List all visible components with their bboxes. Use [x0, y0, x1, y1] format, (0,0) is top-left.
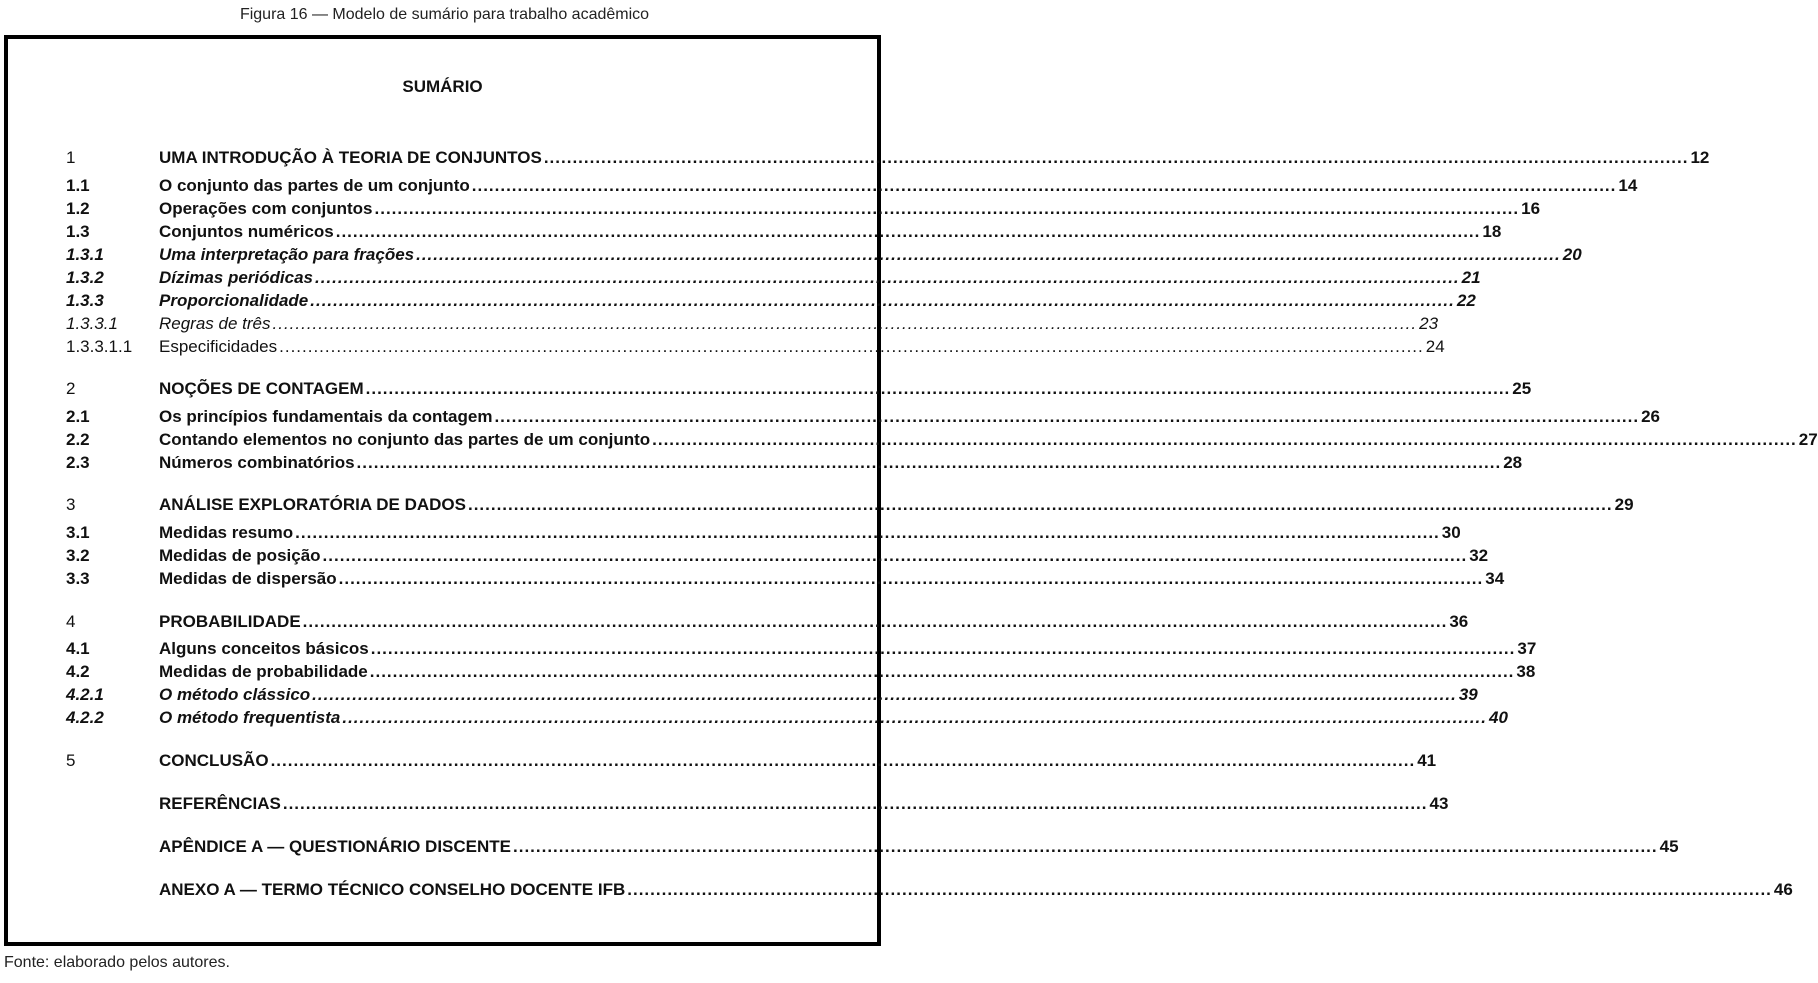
- toc-entry-number: 1.3.2: [66, 268, 104, 287]
- toc-entry-label: NOÇÕES DE CONTAGEM: [159, 379, 364, 398]
- toc-entry-label: PROBABILIDADE: [159, 612, 301, 631]
- toc-entry-label: Os princípios fundamentais da contagem: [159, 407, 493, 426]
- dot-leader: ........................................................................................................................................................................................................: [365, 379, 1511, 398]
- toc-entry-label: CONCLUSÃO: [159, 751, 269, 770]
- toc-entry-page: 46: [1773, 880, 1793, 899]
- toc-entry-label: Medidas de probabilidade: [159, 662, 368, 681]
- toc-entry-label: Números combinatórios: [159, 453, 355, 472]
- toc-entry-number: 4: [66, 612, 76, 631]
- toc-entry-number: 1.3.3.1.1: [66, 337, 133, 356]
- dot-leader: ........................................................................................................................................................................................................: [279, 337, 1424, 356]
- dot-leader: ........................................................................................................................................................................................................: [471, 176, 1617, 195]
- toc-entry-page: 25: [1512, 379, 1532, 398]
- toc-entry-page: 43: [1429, 794, 1449, 813]
- toc-entry-page: 40: [1489, 708, 1508, 727]
- toc-entry-label: O conjunto das partes de um conjunto: [159, 176, 470, 195]
- dot-leader: ........................................................................................................................................................................................................: [627, 880, 1772, 899]
- toc-entry-page: 29: [1614, 495, 1634, 514]
- toc-entry-page: 14: [1618, 176, 1638, 195]
- toc-entry-number: 4.2.1: [66, 685, 104, 704]
- dot-leader: ........................................................................................................................................................................................................: [416, 245, 1561, 264]
- toc-entry-label: REFERÊNCIAS: [159, 794, 281, 813]
- dot-leader: ........................................................................................................................................................................................................: [282, 794, 1428, 813]
- dot-leader: ........................................................................................................................................................................................................: [272, 314, 1418, 333]
- dot-leader: ........................................................................................................................................................................................................: [513, 837, 1658, 856]
- toc-entry-page: 39: [1458, 685, 1478, 704]
- dot-leader: ........................................................................................................................................................................................................: [369, 662, 1515, 681]
- toc-entry-number: 2.3: [66, 453, 90, 472]
- toc-entry-label: ANEXO A — TERMO TÉCNICO CONSELHO DOCENTE IFB: [159, 880, 626, 899]
- toc-entry-label: ANÁLISE EXPLORATÓRIA DE DADOS: [159, 495, 466, 514]
- toc-entry-page: 26: [1641, 407, 1661, 426]
- toc-entry-label: APÊNDICE A — QUESTIONÁRIO DISCENTE: [159, 837, 511, 856]
- toc-entry-number: 1.3.3.1: [66, 314, 118, 333]
- dot-leader: ........................................................................................................................................................................................................: [312, 685, 1457, 704]
- toc-entry-page: 16: [1521, 199, 1541, 218]
- toc-entry-label: Conjuntos numéricos: [159, 222, 334, 241]
- toc-entry-page: 20: [1562, 245, 1582, 264]
- toc-entry-label: Regras de três: [159, 314, 271, 333]
- dot-leader: ........................................................................................................................................................................................................: [652, 430, 1797, 449]
- toc-entry-number: 1: [66, 148, 76, 167]
- dot-leader: ........................................................................................................................................................................................................: [374, 199, 1520, 218]
- toc-entry-page: 27: [1798, 430, 1818, 449]
- toc-entry-page: 12: [1690, 148, 1710, 167]
- toc-entry-label: Especificidades: [159, 337, 278, 356]
- toc-entry-number: 1.3.1: [66, 245, 104, 264]
- toc-entry-number: 1.3.3: [66, 291, 104, 310]
- toc-entry-label: Medidas de dispersão: [159, 569, 337, 588]
- toc-entry-number: 3.1: [66, 523, 90, 542]
- toc-entry-page: 38: [1516, 662, 1536, 681]
- toc-entry-label: Alguns conceitos básicos: [159, 639, 369, 658]
- toc-entry-page: 36: [1449, 612, 1469, 631]
- toc-entry-number: 3.2: [66, 546, 90, 565]
- dot-leader: ........................................................................................................................................................................................................: [342, 708, 1487, 727]
- toc-entry-number: 5: [66, 751, 76, 770]
- toc-entry-page: 30: [1441, 523, 1461, 542]
- toc-entry-number: 2: [66, 379, 76, 398]
- toc-entry-number: 1.2: [66, 199, 90, 218]
- toc-entry-page: 34: [1485, 569, 1505, 588]
- dot-leader: ........................................................................................................................................................................................................: [315, 268, 1460, 287]
- toc-entry-label: O método frequentista: [159, 708, 341, 727]
- dot-leader: ........................................................................................................................................................................................................: [322, 546, 1468, 565]
- toc-entry-page: 23: [1419, 314, 1439, 333]
- source-note: Fonte: elaborado pelos autores.: [4, 954, 230, 971]
- toc-entry-page: 22: [1456, 291, 1476, 310]
- toc-entry-number: 2.1: [66, 407, 90, 426]
- toc-title: SUMÁRIO: [402, 77, 483, 96]
- dot-leader: ........................................................................................................................................................................................................: [270, 751, 1416, 770]
- toc-entry-number: 1.3: [66, 222, 90, 241]
- toc-entry-label: Dízimas periódicas: [159, 268, 314, 287]
- toc-entry-label: Proporcionalidade: [159, 291, 309, 310]
- toc-entry-page: 37: [1517, 639, 1537, 658]
- toc-entry-page: 32: [1469, 546, 1489, 565]
- toc-entry-label: UMA INTRODUÇÃO À TEORIA DE CONJUNTOS: [159, 148, 542, 167]
- toc-entry-label: Operações com conjuntos: [159, 199, 373, 218]
- toc-entry-page: 41: [1417, 751, 1437, 770]
- toc-entry-number: 3.3: [66, 569, 90, 588]
- toc-entry-number: 3: [66, 495, 76, 514]
- dot-leader: ........................................................................................................................................................................................................: [310, 291, 1455, 310]
- dot-leader: ........................................................................................................................................................................................................: [370, 639, 1516, 658]
- toc-entry-label: Medidas resumo: [159, 523, 294, 542]
- dot-leader: ........................................................................................................................................................................................................: [338, 569, 1484, 588]
- toc-entry-label: Contando elementos no conjunto das partes de um conjunto: [159, 430, 651, 449]
- toc-entry-page: 18: [1482, 222, 1502, 241]
- toc-entry-number: 4.2: [66, 662, 90, 681]
- figure-caption: Figura 16 — Modelo de sumário para trabalho acadêmico: [239, 6, 650, 23]
- toc-entry-page: 45: [1659, 837, 1679, 856]
- toc-frame: [4, 35, 1818, 946]
- toc-entry-number: 2.2: [66, 430, 90, 449]
- toc-entry-number: 1.1: [66, 176, 90, 195]
- toc-entry-page: 21: [1461, 268, 1481, 287]
- toc-entry-page: 28: [1503, 453, 1523, 472]
- dot-leader: ........................................................................................................................................................................................................: [295, 523, 1440, 542]
- toc-entry-label: O método clássico: [159, 685, 311, 704]
- dot-leader: ........................................................................................................................................................................................................: [335, 222, 1481, 241]
- dot-leader: ........................................................................................................................................................................................................: [543, 148, 1689, 167]
- dot-leader: ........................................................................................................................................................................................................: [467, 495, 1613, 514]
- dot-leader: ........................................................................................................................................................................................................: [356, 453, 1502, 472]
- toc-entry-label: Medidas de posição: [159, 546, 321, 565]
- dot-leader: ........................................................................................................................................................................................................: [494, 407, 1640, 426]
- dot-leader: ........................................................................................................................................................................................................: [302, 612, 1448, 631]
- toc-entry-label: Uma interpretação para frações: [159, 245, 415, 264]
- toc-entry-page: 24: [1425, 337, 1445, 356]
- toc-entry-number: 4.2.2: [66, 708, 104, 727]
- toc-entry-number: 4.1: [66, 639, 90, 658]
